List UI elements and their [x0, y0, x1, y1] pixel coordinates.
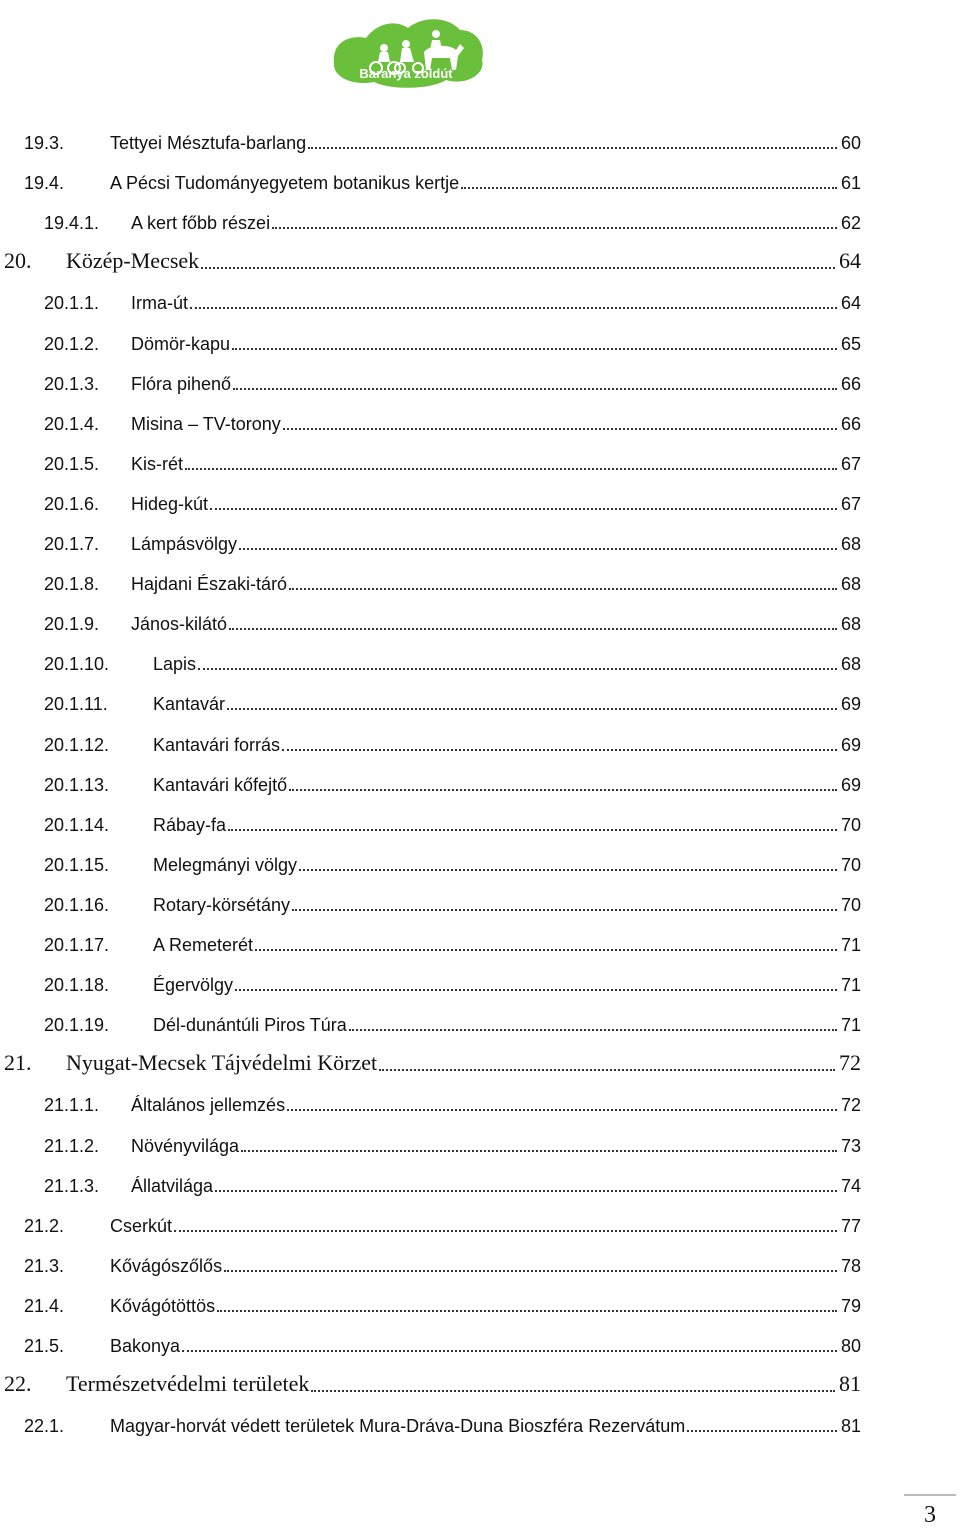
toc-dot-leader [282, 749, 837, 751]
toc-entry-title: János-kilátó [131, 614, 228, 635]
toc-entry-page: 71 [840, 975, 861, 996]
toc-entry-page: 74 [840, 1175, 861, 1196]
toc-entry-leader-line [131, 213, 861, 234]
toc-dot-leader [217, 1310, 837, 1312]
toc-dot-leader [379, 1069, 835, 1071]
toc-entry[interactable] [0, 924, 960, 964]
toc-entry-number: 19.3. [24, 133, 65, 153]
toc-entry-number: 20.1.4. [44, 413, 100, 434]
toc-entry-page: 62 [840, 213, 861, 234]
logo-graphic [326, 4, 491, 100]
toc-entry[interactable] [0, 403, 960, 443]
toc-dot-leader [185, 468, 837, 470]
toc-entry-number: 21.2. [24, 1215, 65, 1236]
toc-entry-number: 21. [4, 1050, 32, 1076]
toc-dot-leader [272, 227, 837, 229]
toc-entry-leader-line [110, 133, 861, 154]
toc-entry[interactable] [0, 523, 960, 563]
toc-entry-page: 71 [840, 1015, 861, 1036]
toc-entry-page: 70 [840, 854, 861, 875]
toc-entry-leader-line [131, 1095, 861, 1116]
toc-entry-number: 20.1.9. [44, 614, 100, 635]
toc-dot-leader [174, 1230, 837, 1232]
toc-entry-page: 70 [840, 814, 861, 835]
toc-entry-title: A Pécsi Tudományegyetem botanikus kertje [110, 173, 460, 194]
toc-entry-title: Rábay-fa [153, 814, 227, 835]
toc-entry-number: 20.1.15. [44, 854, 110, 875]
toc-entry-number: 20.1.6. [44, 493, 100, 514]
toc-entry-title: Természetvédelmi területek [66, 1371, 310, 1397]
toc-dot-leader [201, 267, 835, 269]
toc-entry-page: 60 [840, 133, 861, 153]
toc-entry-leader-line [131, 494, 861, 515]
toc-entry-title: Közép-Mecsek [66, 248, 200, 274]
toc-entry-title: Dömör-kapu [131, 333, 231, 354]
toc-entry-page: 69 [840, 734, 861, 755]
toc-entry-leader-line [153, 895, 861, 916]
toc-entry[interactable] [0, 804, 960, 844]
toc-entry-number: 20.1.17. [44, 935, 110, 955]
toc-entry-number: 20.1.18. [44, 975, 110, 996]
toc-entry-number: 20.1.16. [44, 894, 110, 915]
toc-entry-page: 72 [840, 1095, 861, 1116]
toc-dot-leader [228, 829, 837, 831]
footer-rule [904, 1494, 956, 1496]
toc-entry-leader-line [110, 1216, 861, 1237]
toc-entry-number: 21.3. [24, 1255, 65, 1276]
toc-dot-leader [349, 1029, 837, 1031]
logo-text: Baranya zöldút [359, 66, 453, 81]
toc-entry-title: Növényvilága [131, 1135, 240, 1156]
toc-entry-page: 69 [840, 774, 861, 795]
toc-entry-leader-line [131, 293, 861, 314]
toc-entry-number: 20.1.10. [44, 654, 110, 675]
toc-entry-leader-line [66, 1050, 861, 1076]
toc-entry[interactable] [0, 563, 960, 603]
toc-entry[interactable] [0, 1084, 960, 1124]
toc-entry-page: 80 [840, 1336, 861, 1356]
toc-dot-leader [210, 508, 837, 510]
toc-entry-leader-line [131, 414, 861, 435]
toc-entry-page: 73 [840, 1135, 861, 1156]
toc-entry-leader-line [110, 1336, 861, 1357]
toc-entry-title: Kis-rét [131, 453, 184, 474]
toc-dot-leader [224, 1270, 837, 1272]
toc-entry-page: 70 [840, 894, 861, 915]
toc-entry-leader-line [131, 1136, 861, 1157]
toc-entry-leader-line [153, 1015, 861, 1036]
toc-entry-number: 21.5. [24, 1336, 65, 1356]
toc-entry-title: Lapis [153, 654, 197, 675]
toc-entry-title: A kert főbb részei [131, 213, 271, 234]
toc-entry-page: 61 [840, 173, 861, 194]
toc-entry-leader-line [153, 735, 861, 756]
toc-entry-number: 21.1.1. [44, 1095, 100, 1116]
toc-entry-number: 20.1.2. [44, 333, 100, 354]
toc-entry-leader-line [131, 534, 861, 555]
toc-entry-title: Dél-dunántúli Piros Túra [153, 1015, 347, 1036]
toc-entry-title: Kantavár [153, 694, 226, 715]
toc-entry-number: 22.1. [24, 1416, 65, 1437]
toc-dot-leader [229, 628, 837, 630]
toc-entry[interactable] [0, 1365, 960, 1405]
toc-entry-page: 65 [840, 333, 861, 354]
toc-entry[interactable] [0, 1125, 960, 1165]
toc-entry-leader-line [66, 248, 861, 274]
toc-entry-page: 68 [840, 654, 861, 675]
toc-entry-page: 78 [840, 1255, 861, 1276]
toc-dot-leader [215, 1190, 837, 1192]
toc-entry-title: Kővágótöttös [110, 1295, 216, 1316]
toc-entry-page: 67 [840, 453, 861, 474]
toc-entry-number: 20.1.3. [44, 373, 100, 394]
toc-entry[interactable] [0, 443, 960, 483]
toc-dot-leader [190, 307, 837, 309]
toc-dot-leader [233, 388, 837, 390]
toc-dot-leader [289, 789, 837, 791]
page-number: 3 [924, 1502, 936, 1528]
toc-entry-number: 19.4.1. [44, 213, 100, 234]
toc-entry[interactable] [0, 1004, 960, 1044]
toc-entry-page: 64 [840, 293, 861, 314]
toc-entry-leader-line [131, 454, 861, 475]
toc-entry[interactable] [0, 282, 960, 322]
toc-entry[interactable] [0, 162, 960, 202]
toc-entry-page: 67 [840, 493, 861, 514]
toc-dot-leader [461, 187, 837, 189]
toc-entry-number: 19.4. [24, 173, 65, 194]
toc-entry[interactable] [0, 323, 960, 363]
toc-entry[interactable] [0, 1245, 960, 1285]
toc-dot-leader [287, 1109, 837, 1111]
toc-entry-title: Égervölgy [153, 975, 234, 996]
toc-entry-page: 68 [840, 574, 861, 595]
toc-dot-leader [289, 588, 837, 590]
toc-entry-leader-line [153, 935, 861, 956]
toc-dot-leader [232, 348, 837, 350]
toc-entry-number: 21.1.3. [44, 1175, 100, 1196]
toc-entry-title: Cserkút [110, 1215, 173, 1236]
toc-dot-leader [292, 909, 837, 911]
toc-entry[interactable] [0, 643, 960, 683]
toc-entry-number: 20.1.19. [44, 1015, 110, 1036]
toc-entry-number: 20.1.7. [44, 534, 100, 554]
toc-entry-leader-line [110, 1416, 861, 1437]
toc-entry-title: Kantavári forrás [153, 734, 281, 755]
toc-entry-leader-line [110, 1296, 861, 1317]
toc-entry-number: 20.1.1. [44, 293, 100, 314]
toc-entry[interactable] [0, 844, 960, 884]
toc-entry-leader-line [131, 614, 861, 635]
toc-entry[interactable] [0, 683, 960, 723]
toc-entry-title: Tettyei Mésztufa-barlang [110, 133, 307, 153]
toc-entry[interactable] [0, 363, 960, 403]
toc-entry[interactable] [0, 1044, 960, 1084]
toc-entry[interactable] [0, 964, 960, 1004]
toc-entry-leader-line [131, 574, 861, 595]
toc-entry-leader-line [131, 334, 861, 355]
baranya-zoldut-logo [326, 4, 491, 100]
toc-dot-leader [198, 668, 837, 670]
toc-entry-page: 71 [840, 935, 861, 955]
toc-entry-title: Lámpásvölgy [131, 534, 238, 554]
toc-dot-leader [308, 147, 837, 149]
toc-entry[interactable] [0, 483, 960, 523]
toc-dot-leader [283, 428, 837, 430]
toc-dot-leader [687, 1430, 837, 1432]
toc-entry-number: 20.1.12. [44, 734, 110, 755]
toc-entry-number: 20.1.8. [44, 574, 100, 595]
toc-entry-leader-line [153, 654, 861, 675]
toc-entry[interactable] [0, 1205, 960, 1245]
toc-entry-title: Kantavári kőfejtő [153, 774, 288, 795]
toc-entry[interactable] [0, 202, 960, 242]
toc-dot-leader [299, 869, 837, 871]
toc-entry-page: 64 [839, 248, 861, 274]
toc-entry-page: 68 [840, 614, 861, 635]
toc-entry-leader-line [66, 1371, 861, 1397]
toc-entry-page: 66 [840, 413, 861, 434]
toc-entry[interactable] [0, 884, 960, 924]
toc-entry-number: 21.4. [24, 1295, 65, 1316]
toc-entry-page: 79 [840, 1295, 861, 1316]
toc-entry-leader-line [110, 1256, 861, 1277]
toc-entry-title: Misina – TV-torony [131, 413, 281, 434]
toc-dot-leader [227, 708, 837, 710]
toc-entry-title: Állatvilága [131, 1175, 214, 1196]
toc-entry-leader-line [131, 1176, 861, 1197]
toc-entry-page: 81 [839, 1371, 861, 1397]
toc-dot-leader [182, 1350, 837, 1352]
toc-entry-leader-line [153, 815, 861, 836]
toc-entry-title: A Remeterét [153, 935, 254, 955]
toc-entry-leader-line [131, 374, 861, 395]
toc-entry-leader-line [153, 775, 861, 796]
toc-entry-page: 68 [840, 534, 861, 554]
toc-entry-leader-line [153, 694, 861, 715]
toc-entry[interactable] [0, 724, 960, 764]
toc-entry-page: 66 [840, 373, 861, 394]
toc-entry-title: Hideg-kút [131, 493, 209, 514]
toc-entry-title: Hajdani Északi-táró [131, 574, 288, 595]
toc-entry-page: 72 [839, 1050, 861, 1076]
toc-entry-number: 21.1.2. [44, 1135, 100, 1156]
toc-entry-page: 69 [840, 694, 861, 715]
toc-entry-title: Nyugat-Mecsek Tájvédelmi Körzet [66, 1050, 378, 1076]
toc-entry[interactable] [0, 1325, 960, 1365]
toc-dot-leader [255, 949, 837, 951]
toc-entry-leader-line [153, 855, 861, 876]
toc-entry[interactable] [0, 122, 960, 162]
toc-entry[interactable] [0, 1285, 960, 1325]
toc-entry-title: Irma-út [131, 293, 189, 314]
toc-entry-title: Melegmányi völgy [153, 854, 298, 875]
toc-entry-number: 20. [4, 248, 32, 274]
toc-dot-leader [241, 1150, 837, 1152]
toc-entry[interactable] [0, 1165, 960, 1205]
toc-entry-leader-line [110, 173, 861, 194]
toc-entry-title: Rotary-körsétány [153, 894, 291, 915]
toc-dot-leader [311, 1390, 835, 1392]
toc-entry[interactable] [0, 603, 960, 643]
toc-entry-number: 20.1.5. [44, 453, 100, 474]
toc-entry-number: 22. [4, 1371, 32, 1397]
toc-dot-leader [235, 989, 837, 991]
toc-entry-number: 20.1.13. [44, 774, 110, 795]
toc-entry-page: 77 [840, 1215, 861, 1236]
toc-entry-title: Flóra pihenő [131, 373, 232, 394]
toc-entry[interactable] [0, 1405, 960, 1445]
toc-dot-leader [239, 548, 837, 550]
toc-entry-title: Bakonya [110, 1336, 181, 1356]
toc-entry-number: 20.1.14. [44, 814, 110, 835]
toc-entry-leader-line [153, 975, 861, 996]
toc-entry[interactable] [0, 764, 960, 804]
toc-entry-title: Magyar-horvát védett területek Mura-Dráva-Duna Bioszféra Rezervátum [110, 1416, 686, 1437]
toc-entry[interactable] [0, 242, 960, 282]
toc-entry-title: Általános jellemzés [131, 1095, 286, 1116]
toc-entry-page: 81 [840, 1416, 861, 1437]
toc-entry-title: Kővágószőlős [110, 1255, 223, 1276]
toc-entry-number: 20.1.11. [44, 694, 108, 715]
